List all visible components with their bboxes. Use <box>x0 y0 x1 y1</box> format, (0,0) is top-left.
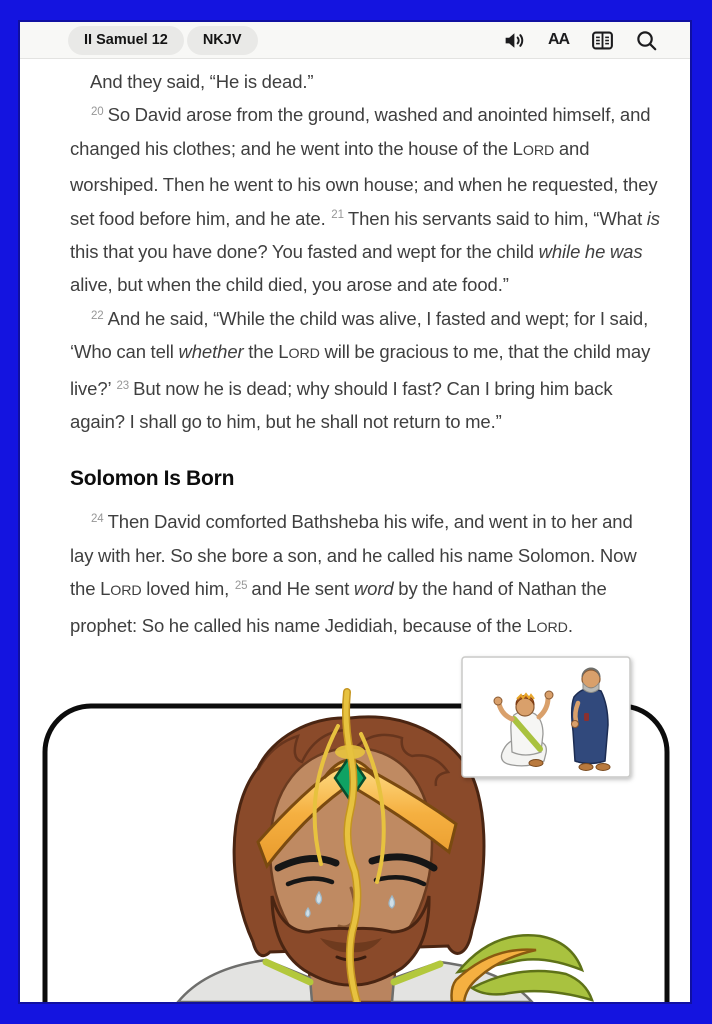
divine-name-smallcaps: LORD <box>278 341 320 363</box>
verse-number: 24 <box>91 513 104 526</box>
toolbar-icons <box>501 27 660 54</box>
reader-toolbar <box>20 22 690 59</box>
verse-number: 23 <box>116 379 130 392</box>
parallel-reader-icon[interactable] <box>589 27 616 54</box>
verse-number: 20 <box>91 106 104 119</box>
divine-name-smallcaps: LORD <box>100 578 142 600</box>
chapter-illustration[interactable] <box>20 630 690 1002</box>
verse-paragraph: $^{20}$ So David arose from the ground, washed and anointed himself, and changed his clothes; and he went into the house of the LORD and worshiped. Then he went to his own house; and when he requested, they set food before him, and he ate. $^{21}$ Then his servants said to him, “What is this that you have done? You fasted and wept for the child while he was alive, but when the child died, you arose and ate food.” <box>70 104 660 296</box>
verse-number: 21 <box>331 209 344 222</box>
book-chapter-button[interactable]: II Samuel 12 <box>68 26 184 55</box>
scripture-scroll-area[interactable] <box>20 59 690 645</box>
verse-paragraph: $^{24}$ Then David comforted Bathsheba his wife, and went in to her and lay with her. So she bore a son, and he called his name Solomon. Now the LORD loved him, $^{25}$ and He sent word by the hand of Nathan the prophet: So he called his name Jedidiah, because of the LORD. <box>70 511 637 636</box>
verse-number: 22 <box>91 309 104 322</box>
verse-paragraph: $^{22}$ And he said, “While the child was alive, I fasted and wept; for I said, ‘Who can tell whether the LORD will be gracious to me, that the child may live?’ $^{23}$ But now he is dead; why should I fast? Can I bring him back again? I shall go to him, but he shall not return to me.” <box>70 307 651 433</box>
verse-number: 25 <box>234 580 248 593</box>
version-button[interactable]: NKJV <box>187 26 258 55</box>
audio-icon[interactable] <box>501 27 528 54</box>
font-settings-icon[interactable]: AA <box>545 27 572 54</box>
section-heading: Solomon Is Born <box>70 467 235 491</box>
divine-name-smallcaps: LORD <box>526 614 568 636</box>
bible-app-screen <box>20 22 690 1002</box>
book-version-picker <box>68 26 258 55</box>
search-icon[interactable] <box>633 27 660 54</box>
verse-paragraph: And they said, “He is dead.” <box>90 71 314 92</box>
divine-name-smallcaps: LORD <box>512 137 555 159</box>
inset-picture-card[interactable] <box>462 657 630 777</box>
